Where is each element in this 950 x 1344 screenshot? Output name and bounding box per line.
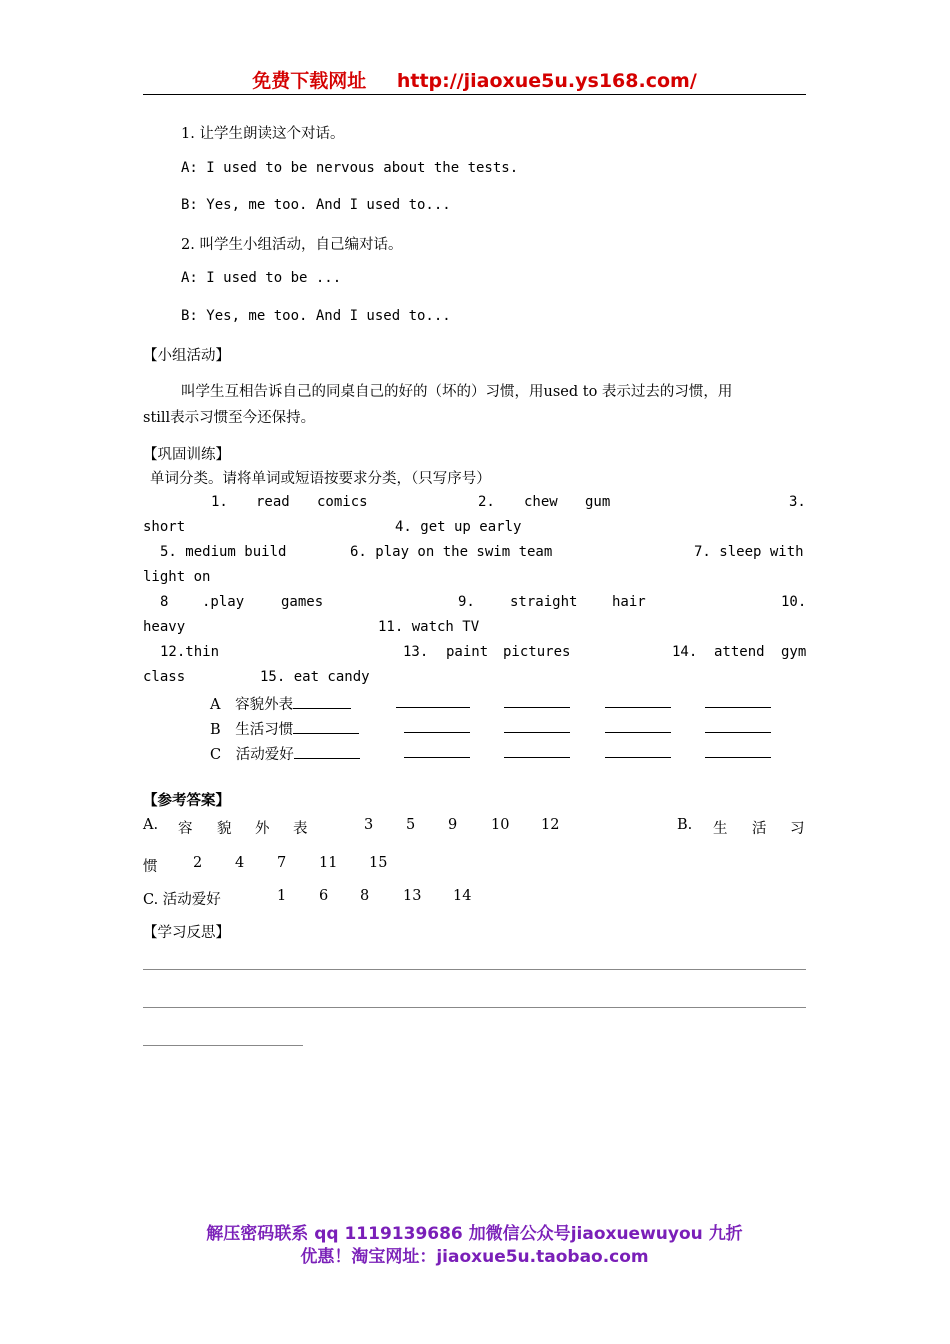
item-text: light on bbox=[143, 569, 211, 585]
dialogue-a2: A: I used to be ... bbox=[181, 270, 342, 286]
item-text: 10. bbox=[781, 594, 807, 610]
answer-b-char: 生 bbox=[713, 821, 728, 837]
answer-b-num: 2 bbox=[193, 855, 203, 871]
dialogue-b1: B: Yes, me too. And I used to... bbox=[181, 197, 451, 213]
answer-blank[interactable] bbox=[705, 693, 771, 708]
practice-heading: 【巩固训练】 bbox=[143, 447, 230, 463]
category-letter: C bbox=[210, 747, 222, 763]
reflection-line[interactable] bbox=[143, 1045, 303, 1046]
answer-b-num: 11 bbox=[319, 855, 338, 871]
page-header bbox=[143, 66, 806, 95]
answer-b-num: 4 bbox=[235, 855, 245, 871]
answer-a-char: 容 bbox=[178, 821, 193, 837]
footer-line-2 bbox=[143, 1242, 806, 1267]
category-c-row bbox=[210, 743, 360, 764]
answer-a-num: 12 bbox=[541, 817, 560, 833]
answer-a-num: 10 bbox=[491, 817, 510, 833]
category-label: 容貌外表 bbox=[235, 697, 294, 713]
answer-b-char: 习 bbox=[790, 821, 805, 837]
step-2: 2. 叫学生小组活动，自己编对话。 bbox=[181, 237, 403, 253]
answer-c-num: 13 bbox=[403, 888, 422, 904]
answer-c-num: 6 bbox=[319, 888, 329, 904]
category-a-row bbox=[210, 693, 351, 714]
item-text: 12.thin bbox=[160, 644, 220, 660]
answer-a-num: 5 bbox=[406, 817, 416, 833]
item-text: class bbox=[143, 669, 186, 685]
header-url[interactable]: http://jiaoxue5u.ys168.com/ bbox=[396, 70, 697, 92]
answer-blank[interactable] bbox=[396, 693, 470, 708]
item-text: read bbox=[256, 494, 290, 510]
item-text: 9. bbox=[458, 594, 475, 610]
item-text: 1. bbox=[211, 494, 228, 510]
item-text: pictures bbox=[503, 644, 571, 660]
item-text: 6. play on the swim team bbox=[350, 544, 553, 560]
item-text: paint bbox=[446, 644, 489, 660]
answer-blank[interactable] bbox=[294, 744, 360, 759]
answer-c-label: C. 活动爱好 bbox=[143, 892, 221, 908]
header-label: 免费下载网址 bbox=[252, 70, 367, 92]
reflection-line[interactable] bbox=[143, 1007, 806, 1008]
item-text: 13. bbox=[403, 644, 429, 660]
item-text: attend bbox=[714, 644, 765, 660]
answer-b-num: 15 bbox=[369, 855, 388, 871]
answers-heading: 【参考答案】 bbox=[143, 792, 230, 809]
item-text: hair bbox=[612, 594, 646, 610]
answer-b-letter: B. bbox=[677, 817, 693, 833]
item-text: games bbox=[281, 594, 324, 610]
item-text: comics bbox=[317, 494, 368, 510]
dialogue-a1: A: I used to be nervous about the tests. bbox=[181, 160, 519, 176]
answer-blank[interactable] bbox=[404, 718, 470, 733]
answer-blank[interactable] bbox=[705, 743, 771, 758]
item-text: 15. eat candy bbox=[260, 669, 370, 685]
category-b-row bbox=[210, 718, 359, 739]
answer-blank[interactable] bbox=[605, 743, 671, 758]
item-text: 7. sleep with bbox=[694, 544, 804, 560]
group-activity-line2: still表示习惯至今还保持。 bbox=[143, 410, 316, 426]
item-text: 11. watch TV bbox=[378, 619, 480, 635]
footer-text: 解压密码联系 bbox=[206, 1224, 309, 1244]
group-activity-line1: 叫学生互相告诉自己的同桌自己的好的（坏的）习惯，用used to 表示过去的习惯，用 bbox=[181, 384, 733, 400]
dialogue-b2: B: Yes, me too. And I used to... bbox=[181, 308, 451, 324]
answer-a-num: 3 bbox=[364, 817, 374, 833]
answer-blank[interactable] bbox=[404, 743, 470, 758]
answer-blank[interactable] bbox=[504, 693, 570, 708]
answer-b-cont: 惯 bbox=[143, 859, 158, 875]
reflection-heading: 【学习反思】 bbox=[143, 925, 230, 941]
footer-line-1 bbox=[143, 1219, 806, 1244]
category-letter: A bbox=[210, 697, 221, 713]
footer-text: 九折 bbox=[708, 1224, 743, 1244]
footer-taobao-link[interactable]: jiaoxue5u.taobao.com bbox=[436, 1247, 649, 1267]
item-text: gym bbox=[781, 644, 807, 660]
item-text: 4. get up early bbox=[395, 519, 522, 535]
answer-a-num: 9 bbox=[448, 817, 458, 833]
practice-instruction: 单词分类。请将单词或短语按要求分类，（只写序号） bbox=[150, 471, 491, 487]
item-text: 8 bbox=[160, 594, 169, 610]
answer-blank[interactable] bbox=[504, 743, 570, 758]
step-1: 1. 让学生朗读这个对话。 bbox=[181, 126, 345, 142]
answer-blank[interactable] bbox=[605, 718, 671, 733]
answer-blank[interactable] bbox=[705, 718, 771, 733]
answer-c-num: 8 bbox=[360, 888, 370, 904]
item-text: 5. medium build bbox=[160, 544, 287, 560]
answer-a-char: 表 bbox=[293, 821, 308, 837]
item-text: chew bbox=[524, 494, 558, 510]
item-text: gum bbox=[585, 494, 611, 510]
group-activity-heading: 【小组活动】 bbox=[143, 348, 230, 364]
answer-blank[interactable] bbox=[293, 694, 351, 709]
item-text: 3. bbox=[789, 494, 806, 510]
category-label: 生活习惯 bbox=[235, 722, 294, 738]
answer-b-num: 7 bbox=[277, 855, 287, 871]
answer-b-char: 活 bbox=[752, 821, 767, 837]
answer-a-letter: A. bbox=[143, 817, 159, 833]
footer-qq: qq 1119139686 bbox=[314, 1224, 463, 1244]
answer-blank[interactable] bbox=[605, 693, 671, 708]
item-text: short bbox=[143, 519, 186, 535]
answer-blank[interactable] bbox=[504, 718, 570, 733]
item-text: 14. bbox=[672, 644, 698, 660]
category-label: 活动爱好 bbox=[235, 747, 294, 763]
answer-a-char: 外 bbox=[255, 821, 270, 837]
item-text: straight bbox=[510, 594, 578, 610]
item-text: .play bbox=[202, 594, 245, 610]
footer-text: 加微信公众号 bbox=[468, 1224, 571, 1244]
item-text: 2. bbox=[478, 494, 495, 510]
item-text: heavy bbox=[143, 619, 186, 635]
category-letter: B bbox=[210, 722, 221, 738]
reflection-line[interactable] bbox=[143, 969, 806, 970]
answer-blank[interactable] bbox=[293, 719, 359, 734]
answer-a-char: 貌 bbox=[217, 821, 232, 837]
answer-c-num: 1 bbox=[277, 888, 287, 904]
answer-c-num: 14 bbox=[453, 888, 472, 904]
footer-wechat: jiaoxuewuyou bbox=[570, 1224, 703, 1244]
footer-text: 优惠！淘宝网址： bbox=[300, 1247, 437, 1267]
